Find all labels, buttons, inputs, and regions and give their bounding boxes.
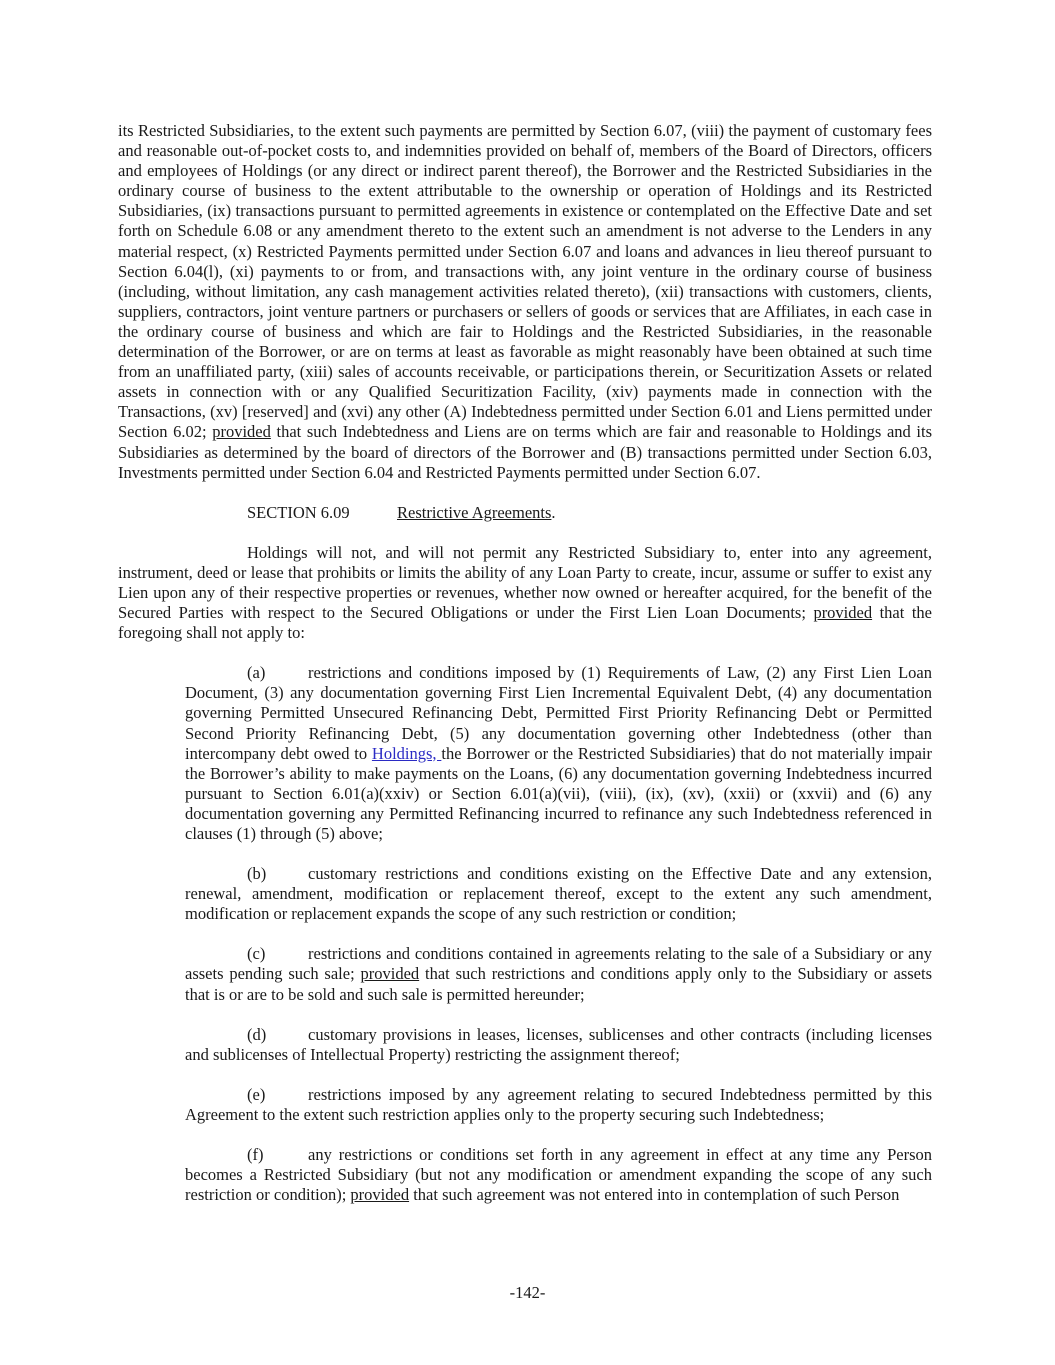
clause-e	[185, 1085, 932, 1125]
document-body	[118, 121, 932, 1225]
underlined-text-run: provided	[212, 422, 271, 442]
clause-d-label: (d)	[247, 1024, 267, 1044]
continuation-paragraph	[118, 121, 932, 483]
intro-paragraph	[118, 543, 932, 643]
text-run: that such agreement was not entered into in contemplation of such Person	[409, 1185, 900, 1205]
underlined-text-run: provided	[350, 1185, 410, 1205]
clause-d	[185, 1025, 932, 1065]
text-run: that the foregoing shall not apply to:	[118, 603, 933, 643]
clause-f-label: (f)	[247, 1145, 264, 1165]
text-run: that such restrictions and conditions apply only to the Subsidiary or assets that is or are to be sold and such sale is permitted hereunder;	[185, 964, 932, 1004]
underlined-text-run: provided	[813, 603, 873, 623]
clause-a-text	[185, 663, 932, 843]
underlined-text-run: provided	[360, 964, 420, 984]
clause-a-label: (a)	[247, 663, 266, 683]
clause-a	[185, 663, 932, 844]
text-run: that such Indebtedness and Liens are on terms which are fair and reasonable to Holdings and its Subsidiaries as determined by the board of directors of the Borrower and (B) transactions permitted under Section 6.03, Investments permitted under Section 6.04 and Restricted Payments permitted under Section 6.07.	[118, 422, 932, 482]
text-run: the Borrower or the Restricted Subsidiaries) that do not materially impair the Borrower’s ability to make payments on the Loans, (6) any documentation governing Indebtedness incurred pursuant to Section 6.01(a)(xxiv) or Section 6.01(a)(vii), (viii), (ix), (xv), (xxii) or (xxvii) and (6) any documentation governing any Permitted Refinancing incurred to refinance any such Indebtedness referenced in clauses (1) through (5) above;	[185, 743, 933, 843]
text-run: restrictions and conditions imposed by (1) Requirements of Law, (2) any First Lien Loan Document, (3) any documentation governing First Lien Incremental Equivalent Debt, (4) any documentation governing Permitted Unsecured Refinancing Debt, Permitted First Priority Refinancing Debt or Permitted Second Priority Refinancing Debt, (5) any documentation governing other Indebtedness (other than intercompany debt owed to	[185, 663, 932, 763]
section-title-period: .	[551, 502, 556, 522]
text-run: restrictions imposed by any agreement relating to secured Indebtedness permitted by this Agreement to the extent such restriction applies only to the property securing such Indebtedness;	[185, 1084, 932, 1124]
clause-c	[185, 944, 932, 1004]
text-run: customary provisions in leases, licenses, sublicenses and other contracts (including licenses and sublicenses of Intellectual Property) restricting the assignment thereof;	[185, 1024, 932, 1064]
section-title: Restrictive Agreements	[397, 502, 552, 522]
text-run: restrictions and conditions contained in agreements relating to the sale of a Subsidiary or any assets pending such sale;	[185, 944, 932, 984]
inserted-text-run: Holdings,	[371, 743, 442, 763]
clause-b-label: (b)	[247, 864, 267, 884]
text-run: Holdings will not, and will not permit any Restricted Subsidiary to, enter into any agreement, instrument, deed or lease that prohibits or limits the ability of any Loan Party to create, incur, assume or suffer to exist any Lien upon any of their respective properties or revenues, whether now owned or hereafter acquired, for the benefit of the Secured Parties with respect to the Secured Obligations or under the First Lien Loan Documents;	[118, 542, 932, 623]
page-number: -142-	[509, 1283, 546, 1302]
clause-e-label: (e)	[247, 1084, 266, 1104]
clause-b	[185, 864, 932, 924]
section-number: SECTION 6.09	[247, 502, 350, 522]
text-run: its Restricted Subsidiaries, to the extent such payments are permitted by Section 6.07, (viii) the payment of customary fees and reasonable out-of-pocket costs to, and indemnities provided on behalf of, members of the Board of Directors, officers and employees of Holdings (or any direct or indirect parent thereof), the Borrower and the Restricted Subsidiaries in the ordinary course of business to the extent attributable to the ownership or operation of Holdings and its Restricted Subsidiaries, (ix) transactions pursuant to permitted agreements in existence or contemplated on the Effective Date and set forth on Schedule 6.08 or any amendment thereto to the extent such an amendment is not adverse to the Lenders in any material respect, (x) Restricted Payments permitted under Section 6.07 and loans and advances in lieu thereof pursuant to Section 6.04(l), (xi) payments to or from, and transactions with, any joint venture in the ordinary course of business (including, without limitation, any cash management activities related thereto), (xii) transactions with customers, clients, suppliers, contractors, joint venture partners or purchasers or sellers of goods or services that are Affiliates, in each case in the ordinary course of business and which are fair to Holdings and the Restricted Subsidiaries, in the reasonable determination of the Borrower, or are on terms at least as favorable as might reasonably have been obtained at such time from an unaffiliated party, (xiii) sales of accounts receivable, or participations therein, or Securitization Assets or related assets in connection with or any Qualified Securitization Facility, (xiv) payments made in connection with the Transactions, (xv) [reserved] and (xvi) any other (A) Indebtedness permitted under Section 6.01 and Liens permitted under Section 6.02;	[118, 121, 932, 442]
clause-f	[185, 1145, 932, 1205]
clause-c-label: (c)	[247, 944, 266, 964]
text-run: customary restrictions and conditions existing on the Effective Date and any extension, renewal, amendment, modification or replacement thereof, except to the extent any such amendment, modification or replacement expands the scope of any such restriction or condition;	[185, 864, 932, 924]
section-heading	[247, 503, 932, 523]
text-run: any restrictions or conditions set forth in any agreement in effect at any time any Person becomes a Restricted Subsidiary (but not any modification or amendment expanding the scope of any such restriction or condition);	[185, 1145, 932, 1205]
